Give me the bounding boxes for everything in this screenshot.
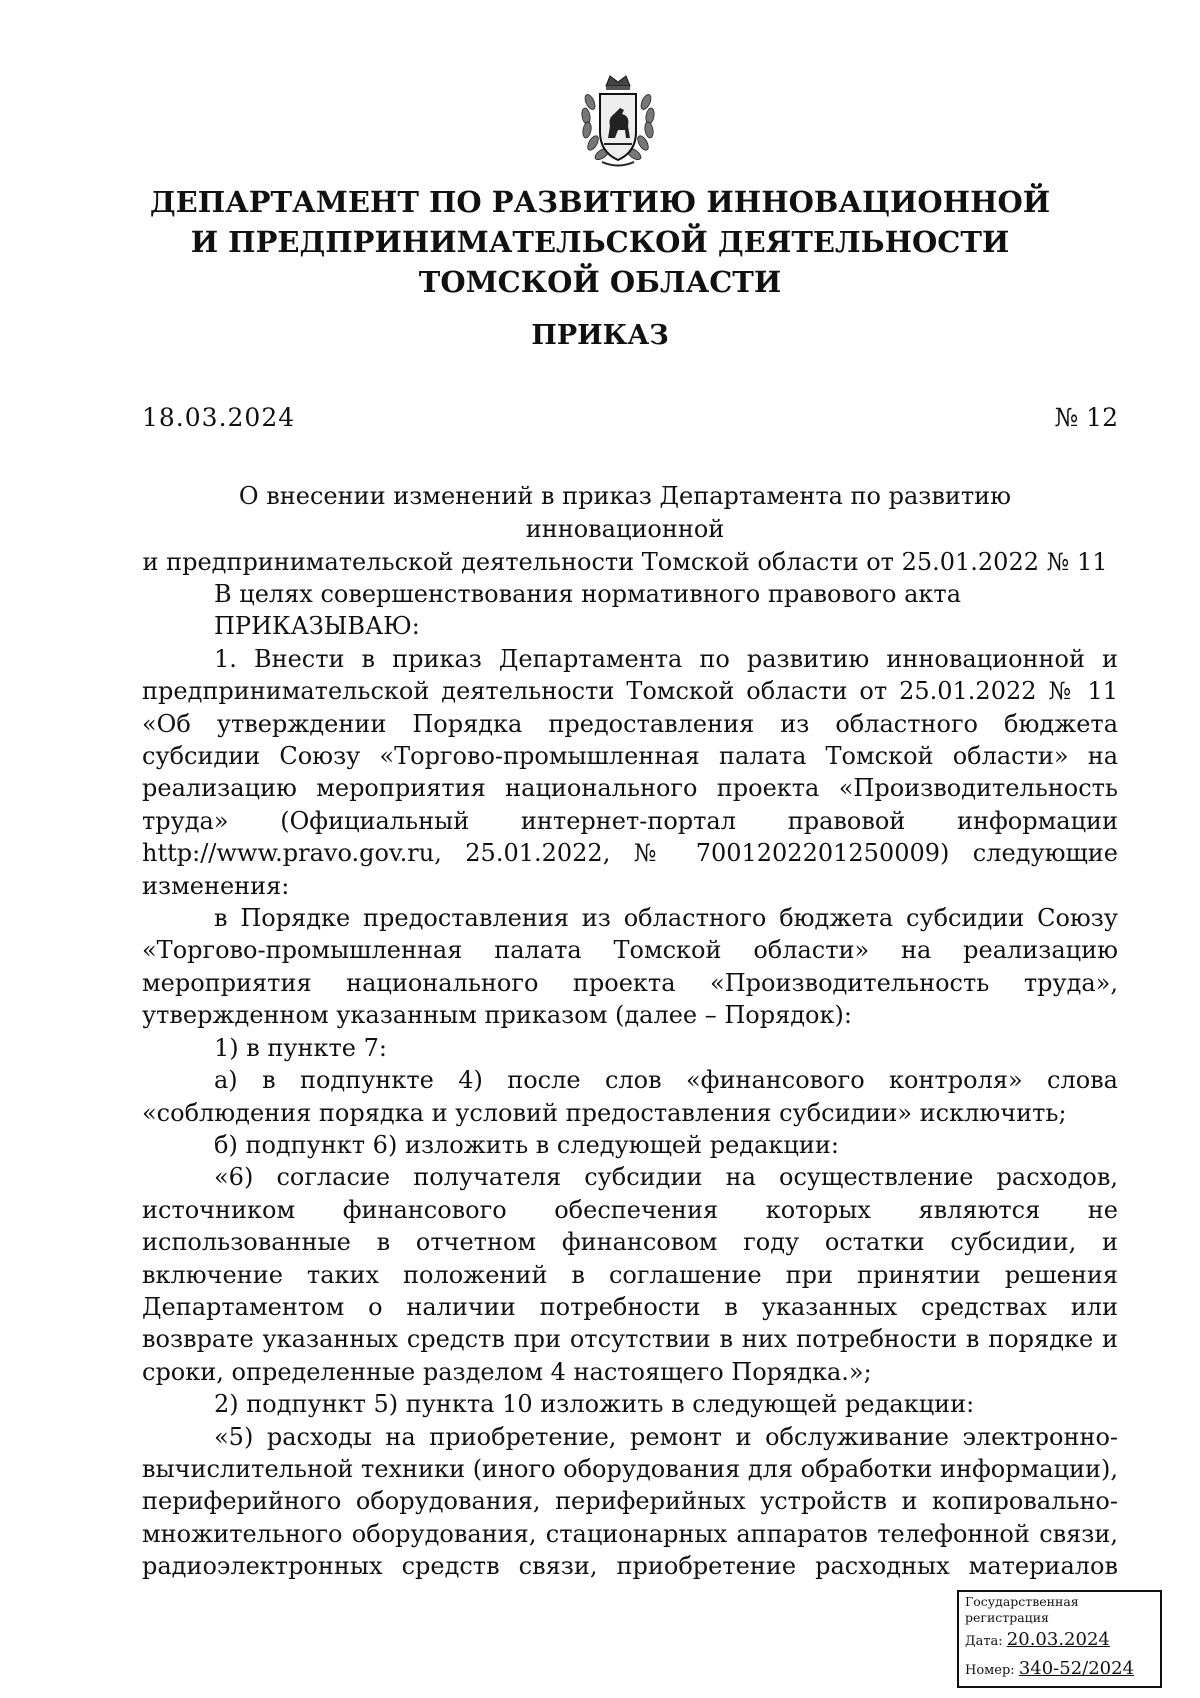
header-line-1: ДЕПАРТАМЕНТ ПО РАЗВИТИЮ ИННОВАЦИОННОЙ — [149, 185, 1051, 219]
coat-of-arms-icon — [568, 72, 668, 172]
registration-date-label: Дата: — [965, 1634, 1003, 1649]
registration-date-value: 20.03.2024 — [1006, 1629, 1110, 1650]
subitem-a-paragraph: а) в подпункте 4) после слов «финансового контроля» слова «соблюдения порядка и условий предоставления субсидии» исключить; — [142, 1066, 1118, 1127]
subject-line-1: О внесении изменений в приказ Департамента по развитию инновационной — [238, 482, 1012, 543]
order-subject — [142, 480, 1108, 579]
document-type-title: ПРИКАЗ — [531, 320, 669, 351]
preamble-paragraph: В целях совершенствования нормативного правового акта — [214, 580, 961, 608]
subitem-2-paragraph: 2) подпункт 5) пункта 10 изложить в следующей редакции: — [214, 1390, 975, 1419]
subitem-1-paragraph: 1) в пункте 7: — [214, 1033, 387, 1062]
registration-stamp — [957, 1590, 1162, 1688]
header-line-3: ТОМСКОЙ ОБЛАСТИ — [418, 265, 782, 299]
subitem-b-paragraph: б) подпункт 6) изложить в следующей редакции: — [214, 1130, 839, 1159]
registration-number-label: Номер: — [965, 1663, 1015, 1678]
order-date: 18.03.2024 — [142, 403, 296, 432]
order-body — [142, 578, 1118, 1583]
registration-title: Государственная регистрация — [965, 1594, 1079, 1625]
item-1-paragraph: 1. Внести в приказ Департамента по развитию инновационной и предпринимательской деятельности Томской области от 25.01.2022 № 11 «Об утверждении Порядка предоставления из областного бюджета субсидии Союзу «Торгово-промышленная палата Томской области» на реализацию мероприятия национального проекта «Производительность труда» (Официальный интернет-портал правовой информации http://www.pravo.gov.ru, 25.01.2022, № 7001202201250009) следующие изменения: — [142, 644, 1118, 900]
department-header — [120, 182, 1080, 302]
registration-number-row — [965, 1655, 1154, 1684]
registration-number-value: 340-52/2024 — [1018, 1658, 1135, 1679]
order-keyword: ПРИКАЗЫВАЮ: — [214, 612, 420, 641]
header-line-2: И ПРЕДПРИНИМАТЕЛЬСКОЙ ДЕЯТЕЛЬНОСТИ — [190, 225, 1010, 259]
quoted-subpoint-6-paragraph: «6) согласие получателя субсидии на осуществление расходов, источником финансового обеспечения которых являются не использованные в отчетном финансовом году остатки субсидии, и включение таких положений в соглашение при принятии решения Департаментом о наличии потребности в указанных средствах или возврате указанных средств при отсутствии в них потребности в порядке и сроки, определенные разделом 4 настоящего Порядка.»; — [142, 1163, 1118, 1386]
procedure-paragraph: в Порядке предоставления из областного бюджета субсидии Союзу «Торгово-промышленная палата Томской области» на реализацию мероприятия национального проекта «Производительность труда», утвержденном указанным приказом (далее – Порядок): — [142, 904, 1118, 1030]
registration-date-row — [965, 1626, 1154, 1655]
quoted-subpoint-5-paragraph: «5) расходы на приобретение, ремонт и обслуживание электронно-вычислительной техники (иного оборудования для обработки информации), периферийного оборудования, периферийных устройств и копировально-множительного оборудования, стационарных аппаратов телефонной связи, радиоэлектронных средств связи, приобретение расходных материалов — [142, 1422, 1118, 1581]
subject-line-2: и предпринимательской деятельности Томской области от 25.01.2022 № 11 — [142, 548, 1108, 576]
order-number: № 12 — [1054, 403, 1118, 432]
